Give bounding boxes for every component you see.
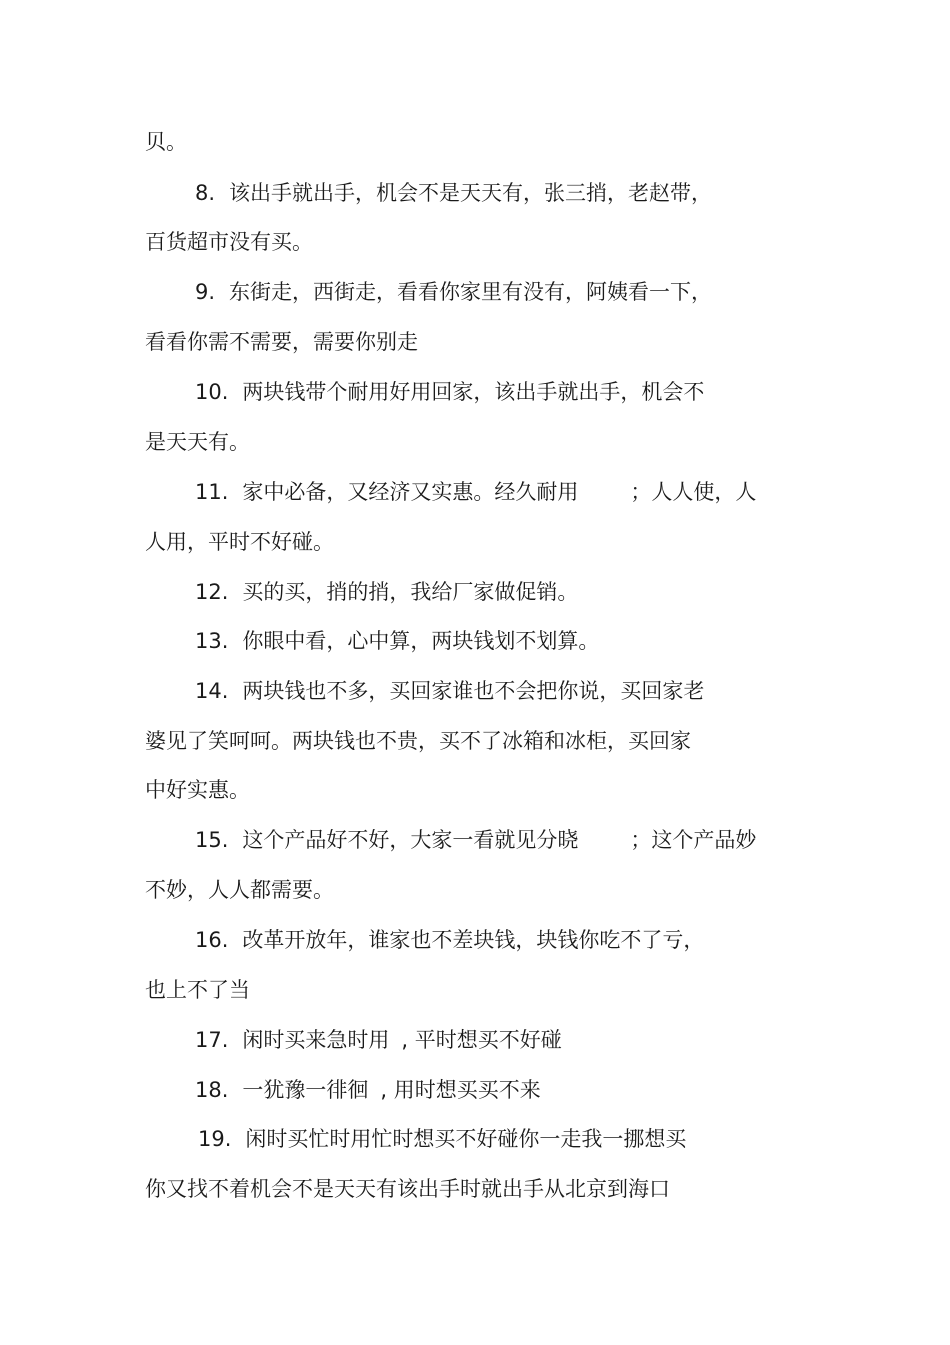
line-text: 百货超市没有买。 [145,230,313,254]
line-text: , 用时想买买不来 [380,1078,541,1102]
item-number: 13. [195,629,229,653]
list-item-11-line-1 [195,478,756,506]
item-number: 10. [195,380,229,404]
list-item-8-line-1 [195,179,712,207]
paragraph-line [145,128,187,156]
item-number: 11. [195,480,229,504]
list-item-11-line-2 [145,528,334,556]
list-item-10-line-1 [195,378,704,406]
line-text: 是天天有。 [145,430,250,454]
line-text: 人用，平时不好碰。 [145,530,334,554]
list-item-15-line-2 [145,876,334,904]
line-text: 改革开放年，谁家也不差块钱，块钱你吃不了亏， [242,928,705,952]
line-text: 你眼中看，心中算，两块钱划不划算。 [242,629,600,653]
line-text: 两块钱带个耐用好用回家，该出手就出手，机会不 [242,380,705,404]
line-text: 家中必备，又经济又实惠。经久耐用 [242,480,579,504]
line-text: ；人人使，人 [630,480,757,504]
line-text: 该出手就出手，机会不是天天有，张三捎，老赵带， [229,181,713,205]
list-item-19-line-2 [145,1175,670,1203]
list-item-18-line-1 [195,1076,541,1104]
item-number: 12. [195,580,229,604]
line-text: 两块钱也不多，买回家谁也不会把你说，买回家老 [242,679,705,703]
list-item-19-line-1 [198,1125,686,1153]
line-text: 东街走，西街走，看看你家里有没有，阿姨看一下， [229,280,713,304]
list-item-10-line-2 [145,428,250,456]
item-number: 8. [195,181,216,205]
line-text: 贝。 [145,130,187,154]
list-item-16-line-2 [145,976,250,1004]
list-item-14-line-3 [145,776,250,804]
item-number: 16. [195,928,229,952]
list-item-9-line-2 [145,328,418,356]
line-text: 也上不了当 [145,978,250,1002]
item-number: 9. [195,280,216,304]
list-item-12-line-1 [195,578,578,606]
item-number: 19. [198,1127,232,1151]
line-text: 你又找不着机会不是天天有该出手时就出手从北京到海口 [145,1177,670,1201]
item-number: 15. [195,828,229,852]
list-item-16-line-1 [195,926,704,954]
list-item-15-line-1 [195,826,756,854]
list-item-17-line-1 [195,1026,562,1054]
line-text: 闲时买来急时用 [242,1028,390,1052]
item-number: 17. [195,1028,229,1052]
list-item-14-line-1 [195,677,704,705]
line-text: 这个产品好不好，大家一看就见分晓 [242,828,579,852]
line-text: 看看你需不需要，需要你别走 [145,330,418,354]
line-text: 婆见了笑呵呵。两块钱也不贵，买不了冰箱和冰柜，买回家 [145,729,691,753]
list-item-14-line-2 [145,727,691,755]
line-text: ；这个产品妙 [630,828,757,852]
list-item-8-line-2 [145,228,313,256]
line-text: 买的买，捎的捎，我给厂家做促销。 [242,580,579,604]
line-text: 一犹豫一徘徊 [242,1078,369,1102]
item-number: 14. [195,679,229,703]
line-text: 不妙，人人都需要。 [145,878,334,902]
line-text: , 平时想买不好碰 [401,1028,562,1052]
line-text: 中好实惠。 [145,778,250,802]
list-item-13-line-1 [195,627,599,655]
line-text: 闲时买忙时用忙时想买不好碰你一走我一挪想买 [245,1127,687,1151]
item-number: 18. [195,1078,229,1102]
list-item-9-line-1 [195,278,712,306]
